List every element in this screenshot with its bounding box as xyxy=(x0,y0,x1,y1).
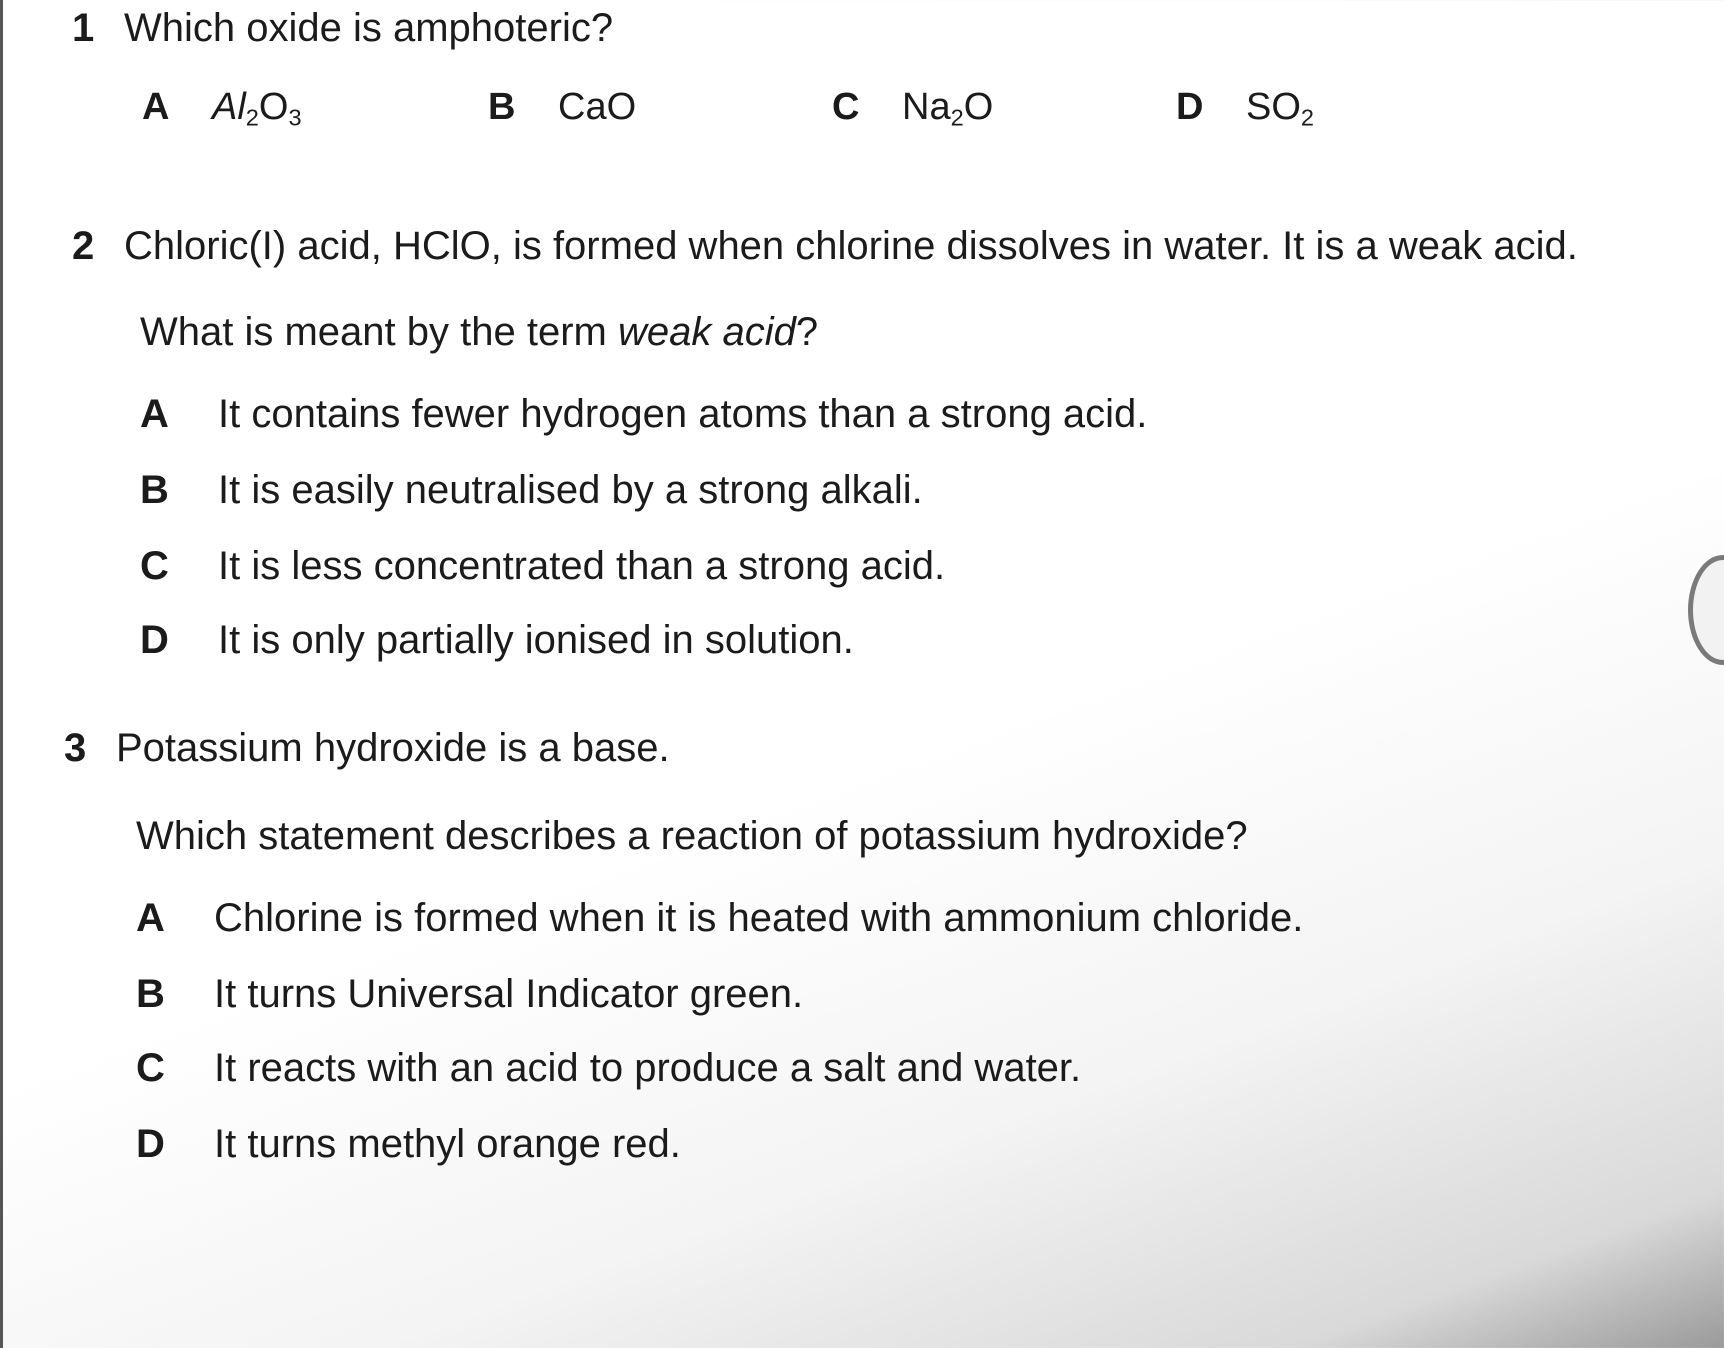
question-number: 2 xyxy=(72,224,95,268)
option-formula: $SO_2$ xyxy=(1246,86,1315,131)
option-formula: $Al_2O_3$ xyxy=(212,86,302,131)
option-text: It reacts with an acid to produce a salt and water. xyxy=(214,1046,1082,1090)
option-letter: B xyxy=(136,972,165,1016)
option-letter: C xyxy=(136,1046,165,1090)
question-3-stem: Which statement describes a reaction of potassium hydroxide? xyxy=(136,814,1248,858)
question-2-heading xyxy=(72,226,1578,266)
question-number: 3 xyxy=(64,726,87,770)
question-number: 1 xyxy=(72,6,95,50)
option-text: Chlorine is formed when it is heated with ammonium chloride. xyxy=(214,896,1304,940)
question-text: Which oxide is amphoteric? xyxy=(124,6,614,50)
question-text: Chloric(I) acid, HClO, is formed when chlorine dissolves in water. It is a weak acid. xyxy=(124,224,1578,268)
option-letter: C xyxy=(140,544,169,588)
option-text: It is easily neutralised by a strong alkali. xyxy=(218,468,923,512)
question-2-stem: What is meant by the term weak acid? xyxy=(140,310,819,354)
option-letter: D xyxy=(140,618,169,662)
option-letter: C xyxy=(832,86,860,128)
question-3-heading xyxy=(64,728,670,768)
option-letter: D xyxy=(136,1122,165,1166)
option-formula: $Na_2O$ xyxy=(902,86,994,131)
option-text: It is less concentrated than a strong acid. xyxy=(218,544,946,588)
option-formula: CaO xyxy=(558,86,637,128)
option-text: It turns Universal Indicator green. xyxy=(214,972,804,1016)
question-text: Potassium hydroxide is a base. xyxy=(116,726,670,770)
option-letter: D xyxy=(1176,86,1204,128)
option-text: It turns methyl orange red. xyxy=(214,1122,681,1166)
option-letter: B xyxy=(140,468,169,512)
option-text: It is only partially ionised in solution. xyxy=(218,618,854,662)
option-letter: A xyxy=(136,896,165,940)
option-letter: A xyxy=(140,392,169,436)
option-letter: B xyxy=(488,86,516,128)
option-text: It contains fewer hydrogen atoms than a strong acid. xyxy=(218,392,1148,436)
option-letter: A xyxy=(142,86,170,128)
question-1-heading xyxy=(72,8,613,48)
